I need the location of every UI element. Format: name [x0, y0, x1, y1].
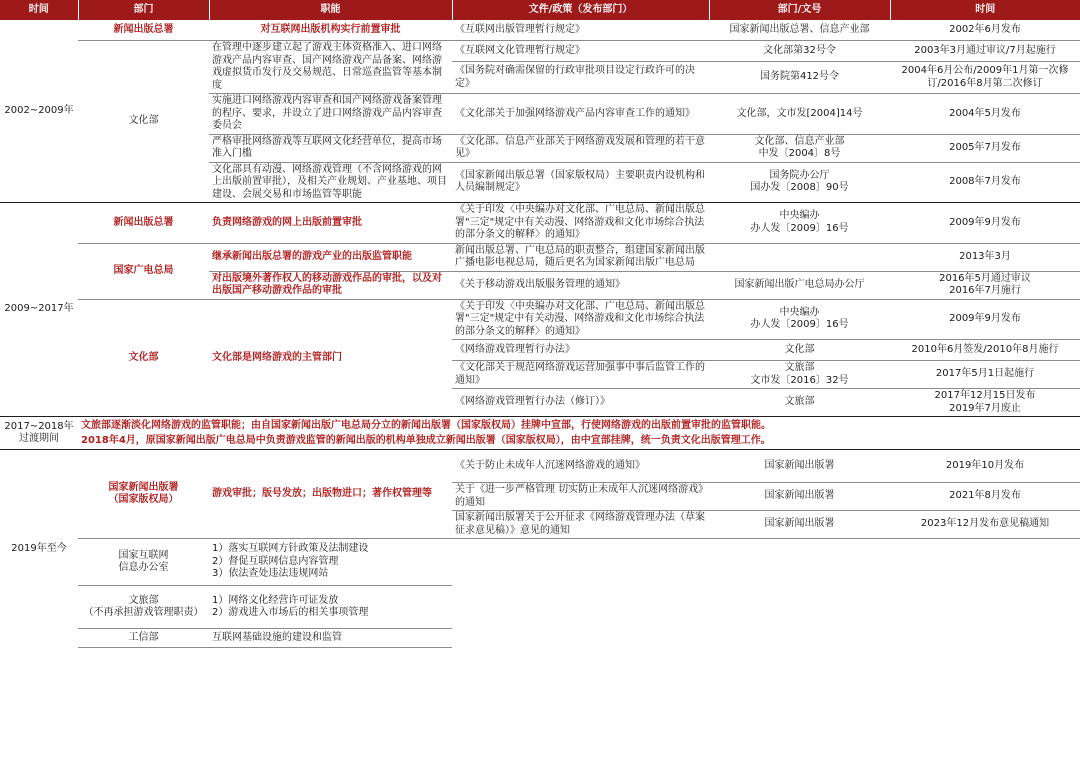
table-row — [0, 629, 1080, 648]
document-cell: 新闻出版总署、广电总局的职责整合，组建国家新闻出版广播电影电视总局，随后更名为国家新闻出版广电总局 — [452, 243, 709, 271]
table-row — [0, 243, 1080, 271]
function-cell: 文化部具有动漫、网络游戏管理（不含网络游戏的网上出版前置审批），及相关产业规划、产业基地、项目建设、会展交易和市场监管等职能 — [209, 162, 452, 203]
function-cell: 在管理中逐步建立起了游戏主体资格准入、进口网络游戏产品内容审查、国产网络游戏产品备案、网络游戏虚拟货币发行及交易规范、日常巡查监管等基本制度 — [209, 41, 452, 94]
document-cell: 关于《进一步严格管理 切实防止未成年人沉迷网络游戏》的通知 — [452, 483, 709, 511]
date-cell: 2009年9月发布 — [890, 203, 1080, 244]
document-cell: 《关于印发〈中央编办对文化部、广电总局、新闻出版总署"三定"规定中有关动漫、网络游戏和文化市场综合执法的部分条文的解释〉的通知》 — [452, 203, 709, 244]
date-cell: 2002年6月发布 — [890, 20, 1080, 41]
date-cell: 2016年5月通过审议 2016年7月施行 — [890, 271, 1080, 299]
reference-cell: 国务院办公厅 国办发〔2008〕90号 — [709, 162, 890, 203]
function-cell: 实施进口网络游戏内容审查和国产网络游戏备案管理的程序、要求，并设立了进口网络游戏产品内容审查委员会 — [209, 94, 452, 135]
reference-cell: 文化部，文市发[2004]14号 — [709, 94, 890, 135]
function-cell: 游戏审批；版号发放；出版物进口；著作权管理等 — [209, 450, 452, 539]
date-cell: 2023年12月发布意见稿通知 — [890, 511, 1080, 539]
date-cell: 2004年5月发布 — [890, 94, 1080, 135]
reference-cell: 国务院第412号令 — [709, 62, 890, 94]
department-cell: 国家广电总局 — [78, 243, 209, 299]
function-cell: 互联网基础设施的建设和监管 — [209, 629, 452, 648]
date-cell: 2017年5月1日起施行 — [890, 361, 1080, 389]
document-cell: 《国家新闻出版总署（国家版权局）主要职责内设机构和人员编制规定》 — [452, 162, 709, 203]
date-cell: 2017年12月15日发布 2019年7月废止 — [890, 389, 1080, 417]
document-cell: 《关于移动游戏出版服务管理的通知》 — [452, 271, 709, 299]
document-cell: 《文化部关于规范网络游戏运营加强事中事后监管工作的通知》 — [452, 361, 709, 389]
document-cell: 国家新闻出版署关于公开征求《网络游戏管理办法（草案征求意见稿）》意见的通知 — [452, 511, 709, 539]
department-cell: 国家新闻出版署 （国家版权局） — [78, 450, 209, 539]
date-cell: 2003年3月通过审议/7月起施行 — [890, 41, 1080, 62]
function-cell: 严格审批网络游戏等互联网文化经营单位，提高市场准入门槛 — [209, 134, 452, 162]
reference-cell: 国家新闻出版广电总局办公厅 — [709, 271, 890, 299]
reference-cell: 中央编办 办人发〔2009〕16号 — [709, 299, 890, 340]
department-cell: 工信部 — [78, 629, 209, 648]
department-cell: 新闻出版总署 — [78, 203, 209, 244]
document-cell: 《互联网出版管理暂行规定》 — [452, 20, 709, 41]
period-cell: 2019年至今 — [11, 542, 67, 554]
reference-cell: 中央编办 办人发〔2009〕16号 — [709, 203, 890, 244]
header-row — [0, 0, 1080, 20]
period-cell: 2009~2017年 — [0, 203, 78, 417]
reference-cell: 国家新闻出版署 — [709, 483, 890, 511]
date-cell: 2009年9月发布 — [890, 299, 1080, 340]
date-cell: 2008年7月发布 — [890, 162, 1080, 203]
document-cell: 《文化部关于加强网络游戏产品内容审查工作的通知》 — [452, 94, 709, 135]
transition-note — [78, 417, 1080, 450]
table-row — [0, 41, 1080, 62]
table-row — [0, 539, 1080, 586]
table-row — [0, 417, 1080, 450]
function-cell: 1）落实互联网方针政策及法制建设 2）督促互联网信息内容管理 3）依法查处违法违规网站 — [209, 539, 452, 586]
document-cell: 《文化部、信息产业部关于网络游戏发展和管理的若干意见》 — [452, 134, 709, 162]
period-cell: 2002~2009年 — [0, 20, 78, 203]
table-row — [0, 203, 1080, 244]
document-cell: 《关于防止未成年人沉迷网络游戏的通知》 — [452, 450, 709, 483]
transition-line-2: 2018年4月，原国家新闻出版广电总局中负责游戏监管的新闻出版的机构单独成立新闻出版署（国家版权局），由中宣部挂牌，统一负责文化出版管理工作。 — [81, 435, 771, 446]
function-cell: 对出版境外著作权人的移动游戏作品的审批，以及对出版国产移动游戏作品的审批 — [209, 271, 452, 299]
header-department: 部门 — [78, 0, 209, 20]
reference-cell: 国家新闻出版署 — [709, 450, 890, 483]
document-cell: 《关于印发〈中央编办对文化部、广电总局、新闻出版总署"三定"规定中有关动漫、网络游戏和文化市场综合执法的部分条文的解释〉的通知》 — [452, 299, 709, 340]
document-cell: 《网络游戏管理暂行办法（修订）》 — [452, 389, 709, 417]
table-row — [0, 299, 1080, 340]
function-cell: 继承新闻出版总署的游戏产业的出版监管职能 — [209, 243, 452, 271]
header-reference: 部门/文号 — [709, 0, 890, 20]
reference-cell: 国家新闻出版总署、信息产业部 — [709, 20, 890, 41]
reference-cell: 文旅部 — [709, 389, 890, 417]
header-time: 时间 — [0, 0, 78, 20]
reference-cell: 国家新闻出版署 — [709, 511, 890, 539]
department-cell: 新闻出版总署 — [78, 20, 209, 41]
function-cell: 对互联网出版机构实行前置审批 — [209, 20, 452, 41]
date-cell: 2005年7月发布 — [890, 134, 1080, 162]
department-cell: 国家互联网 信息办公室 — [78, 539, 209, 586]
department-cell: 文化部 — [78, 41, 209, 203]
department-cell: 文旅部 （不再承担游戏管理职责） — [78, 586, 209, 629]
reference-cell: 文化部、信息产业部 中发〔2004〕8号 — [709, 134, 890, 162]
document-cell: 《国务院对确需保留的行政审批项目设定行政许可的决定》 — [452, 62, 709, 94]
function-cell: 负责网络游戏的网上出版前置审批 — [209, 203, 452, 244]
header-date: 时间 — [890, 0, 1080, 20]
period-cell: 2017~2018年 过渡期间 — [0, 417, 78, 450]
date-cell: 2019年10月发布 — [890, 450, 1080, 483]
date-cell: 2013年3月 — [890, 243, 1080, 271]
date-cell: 2021年8月发布 — [890, 483, 1080, 511]
reference-cell: 文旅部 文市发〔2016〕32号 — [709, 361, 890, 389]
date-cell: 2010年6月签发/2010年8月施行 — [890, 340, 1080, 361]
header-function: 职能 — [209, 0, 452, 20]
table-row — [0, 586, 1080, 629]
function-cell: 文化部是网络游戏的主管部门 — [209, 299, 452, 417]
date-cell: 2004年6月公布/2009年1月第一次修订/2016年8月第二次修订 — [890, 62, 1080, 94]
document-cell: 《互联网文化管理暂行规定》 — [452, 41, 709, 62]
transition-line-1: 文旅部逐渐淡化网络游戏的监管职能；由自国家新闻出版广电总局分立的新闻出版署（国家版权局）挂牌中宣部，行使网络游戏的出版前置审批的监管职能。 — [81, 420, 771, 431]
function-cell: 1）网络文化经营许可证发放 2）游戏进入市场后的相关事项管理 — [209, 586, 452, 629]
reference-cell: 文化部第32号令 — [709, 41, 890, 62]
table-row — [0, 450, 1080, 483]
reference-cell — [709, 243, 890, 271]
header-document: 文件/政策（发布部门） — [452, 0, 709, 20]
reference-cell: 文化部 — [709, 340, 890, 361]
table-row — [0, 20, 1080, 41]
department-cell: 文化部 — [78, 299, 209, 417]
document-cell: 《网络游戏管理暂行办法》 — [452, 340, 709, 361]
